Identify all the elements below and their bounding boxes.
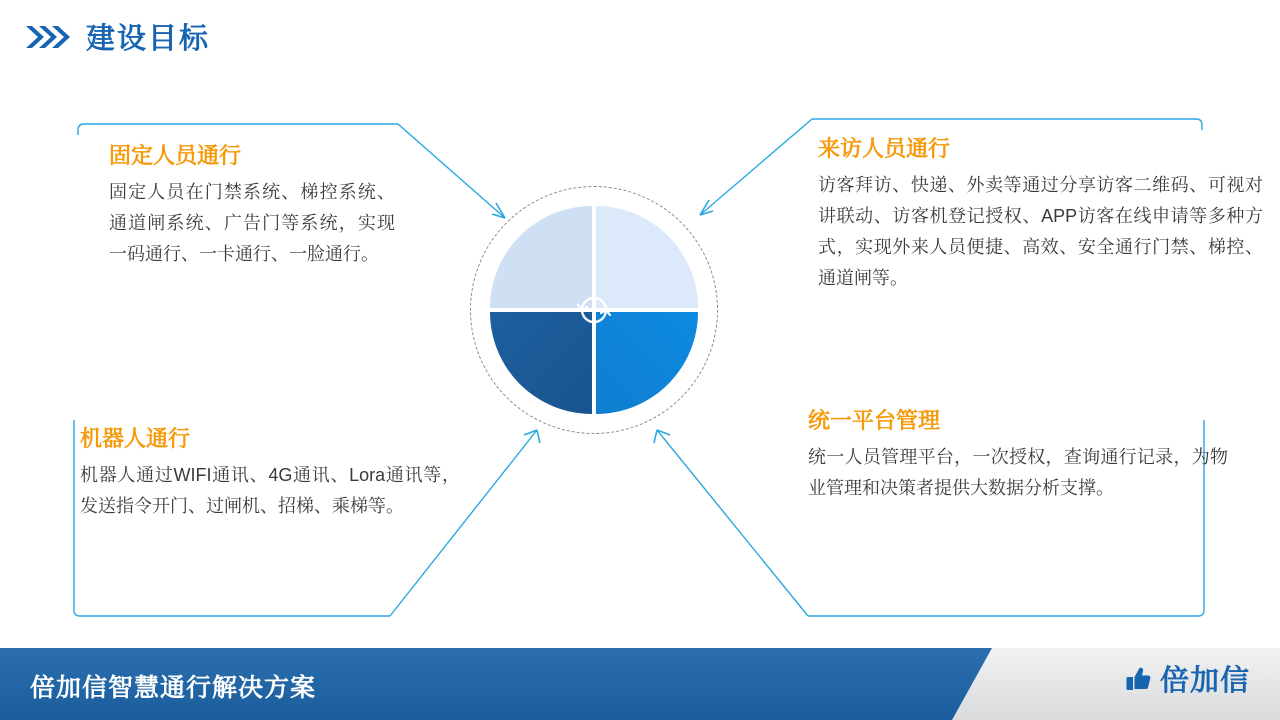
block-body: 机器人通过WIFI通讯、4G通讯、Lora通讯等，发送指令开门、过闸机、招梯、乘梯等。 <box>80 465 460 516</box>
diagram-area <box>0 90 1280 630</box>
block-visitor-personnel <box>818 138 1263 294</box>
center-graphic <box>470 186 720 436</box>
thumbs-up-icon <box>1124 664 1154 699</box>
slide-header <box>0 22 210 57</box>
block-title: 固定人员通行 <box>109 143 242 168</box>
quadrant-pie <box>490 206 698 414</box>
refresh-circle-icon <box>574 290 614 330</box>
brand-name: 倍加信 <box>1159 665 1250 697</box>
brand-logo <box>1124 664 1250 699</box>
block-body: 固定人员在门禁系统、梯控系统、通道闸系统、广告门等系统，实现一码通行、一卡通行、一脸通行。 <box>109 182 395 264</box>
block-title: 来访人员通行 <box>818 136 951 161</box>
block-body: 访客拜访、快递、外卖等通过分享访客二维码、可视对讲联动、访客机登记授权、APP访客在线申请等多种方式，实现外来人员便捷、高效、安全通行门禁、梯控、通道闸等。 <box>818 175 1263 288</box>
block-body: 统一人员管理平台，一次授权，查询通行记录，为物业管理和决策者提供大数据分析支撑。 <box>808 447 1228 498</box>
footer-solution-name: 倍加信智慧通行解决方案 <box>30 674 317 702</box>
block-title: 机器人通行 <box>80 426 191 451</box>
slide-footer <box>0 648 1280 720</box>
block-title: 统一平台管理 <box>808 408 941 433</box>
double-chevron-right-icon <box>24 22 72 57</box>
block-unified-platform <box>808 410 1228 504</box>
block-fixed-personnel <box>95 145 395 270</box>
block-robot-passage <box>80 428 460 522</box>
page-title: 建设目标 <box>86 23 211 55</box>
